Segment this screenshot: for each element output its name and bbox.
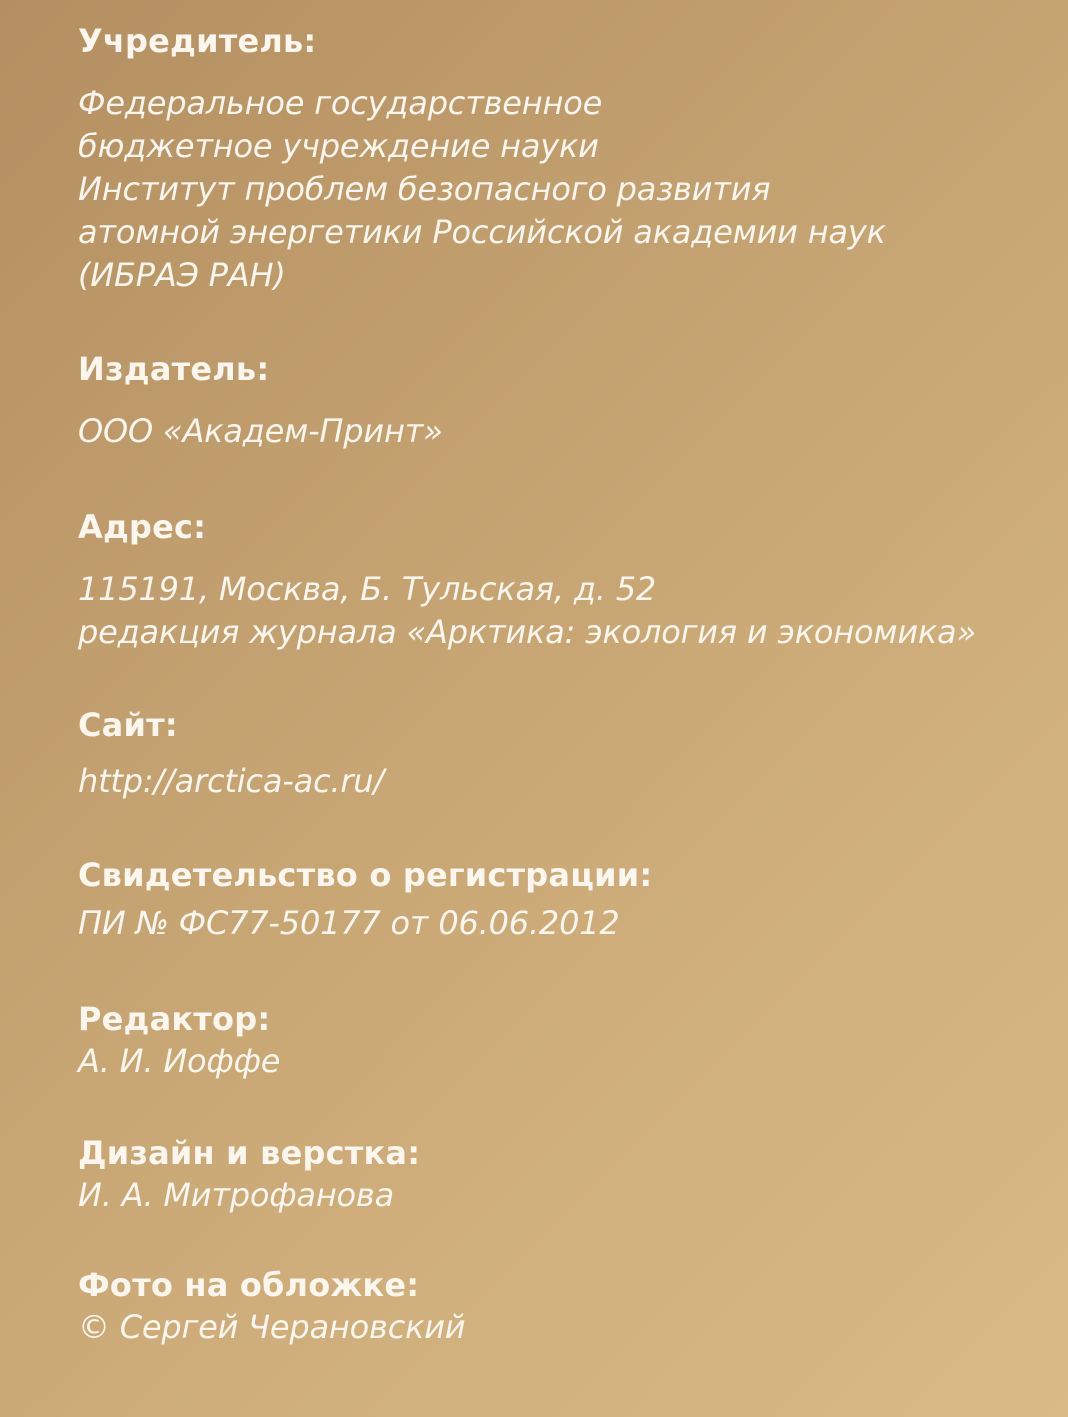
editor-value: А. И. Иоффе (78, 1042, 281, 1080)
publisher-label: Издатель: (78, 350, 270, 388)
registration-label: Свидетельство о регистрации: (78, 856, 653, 894)
design-label: Дизайн и верстка: (78, 1134, 421, 1172)
registration-value: ПИ № ФС77-50177 от 06.06.2012 (78, 904, 620, 942)
address-line: 115191, Москва, Б. Тульская, д. 52 (78, 570, 657, 608)
site-label: Сайт: (78, 706, 178, 744)
founder-line: Институт проблем безопасного развития (78, 170, 771, 208)
registration-section (78, 854, 652, 945)
address-value (78, 568, 976, 654)
editor-section (78, 998, 280, 1083)
address-line: редакция журнала «Арктика: экология и экономика» (78, 613, 977, 651)
publisher-value: ООО «Академ-Принт» (78, 412, 443, 450)
address-section (78, 506, 976, 654)
design-value: И. А. Митрофанова (78, 1176, 394, 1214)
design-section (78, 1132, 420, 1217)
site-section (78, 704, 384, 803)
founder-line: Федеральное государственное (78, 84, 603, 122)
address-label: Адрес: (78, 508, 207, 546)
founder-line: бюджетное учреждение науки (78, 127, 599, 165)
founder-line: атомной энергетики Российской академии наук (78, 213, 886, 251)
founder-value (78, 82, 886, 297)
cover-photo-section (78, 1264, 465, 1349)
cover-photo-label: Фото на обложке: (78, 1266, 420, 1304)
site-link[interactable]: http://arctica-ac.ru/ (78, 762, 384, 800)
founder-line: (ИБРАЭ РАН) (78, 256, 286, 294)
publisher-section (78, 348, 443, 453)
cover-photo-value: © Сергей Черановский (78, 1308, 466, 1346)
editor-label: Редактор: (78, 1000, 271, 1038)
founder-label: Учредитель: (78, 22, 317, 60)
founder-section (78, 20, 886, 297)
